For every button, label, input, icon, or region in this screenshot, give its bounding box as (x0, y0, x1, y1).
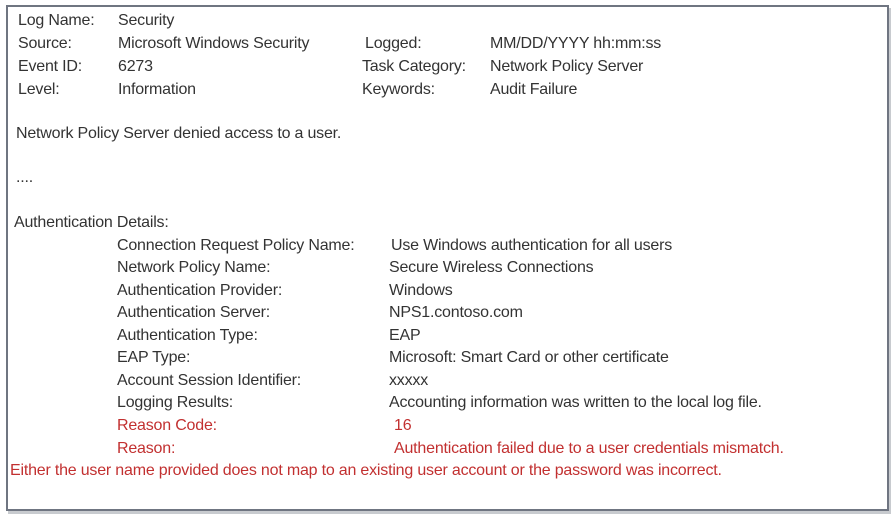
source-label: Source: (18, 35, 72, 52)
logging-results-label: Logging Results: (117, 394, 233, 411)
logged-label: Logged: (365, 35, 422, 52)
log-name-label: Log Name: (18, 12, 95, 29)
authentication-server-value: NPS1.contoso.com (389, 304, 523, 321)
authentication-type-label: Authentication Type: (117, 327, 258, 344)
log-name-value: Security (118, 12, 175, 29)
authentication-details-heading: Authentication Details: (14, 214, 169, 231)
authentication-server-label: Authentication Server: (117, 304, 271, 321)
event-id-label: Event ID: (18, 58, 83, 75)
account-session-identifier-label: Account Session Identifier: (117, 372, 302, 389)
keywords-label: Keywords: (362, 81, 435, 98)
authentication-provider-label: Authentication Provider: (117, 282, 283, 299)
ellipsis-placeholder: .... (16, 169, 33, 186)
account-session-identifier-value: xxxxx (389, 372, 429, 389)
authentication-provider-value: Windows (389, 282, 453, 299)
authentication-type-value: EAP (389, 327, 421, 344)
task-category-value: Network Policy Server (490, 58, 644, 75)
reason-explanation-text: Either the user name provided does not map to an existing user account or the password was incorrect. (10, 462, 722, 479)
reason-code-label: Reason Code: (117, 417, 217, 434)
task-category-label: Task Category: (362, 58, 466, 75)
network-policy-name-label: Network Policy Name: (117, 259, 271, 276)
reason-code-value: 16 (394, 417, 412, 434)
logged-value: MM/DD/YYYY hh:mm:ss (490, 35, 662, 52)
eap-type-label: EAP Type: (117, 349, 191, 366)
eap-type-value: Microsoft: Smart Card or other certificate (389, 349, 669, 366)
event-id-value: 6273 (118, 58, 153, 75)
connection-request-policy-label: Connection Request Policy Name: (117, 237, 355, 254)
keywords-value: Audit Failure (490, 81, 578, 98)
network-policy-name-value: Secure Wireless Connections (389, 259, 594, 276)
event-description: Network Policy Server denied access to a user. (16, 125, 342, 142)
logging-results-value: Accounting information was written to the local log file. (389, 394, 762, 411)
level-label: Level: (18, 81, 60, 98)
reason-label: Reason: (117, 440, 176, 457)
level-value: Information (118, 81, 196, 98)
reason-value: Authentication failed due to a user credentials mismatch. (394, 440, 784, 457)
source-value: Microsoft Windows Security (118, 35, 310, 52)
connection-request-policy-value: Use Windows authentication for all users (391, 237, 673, 254)
